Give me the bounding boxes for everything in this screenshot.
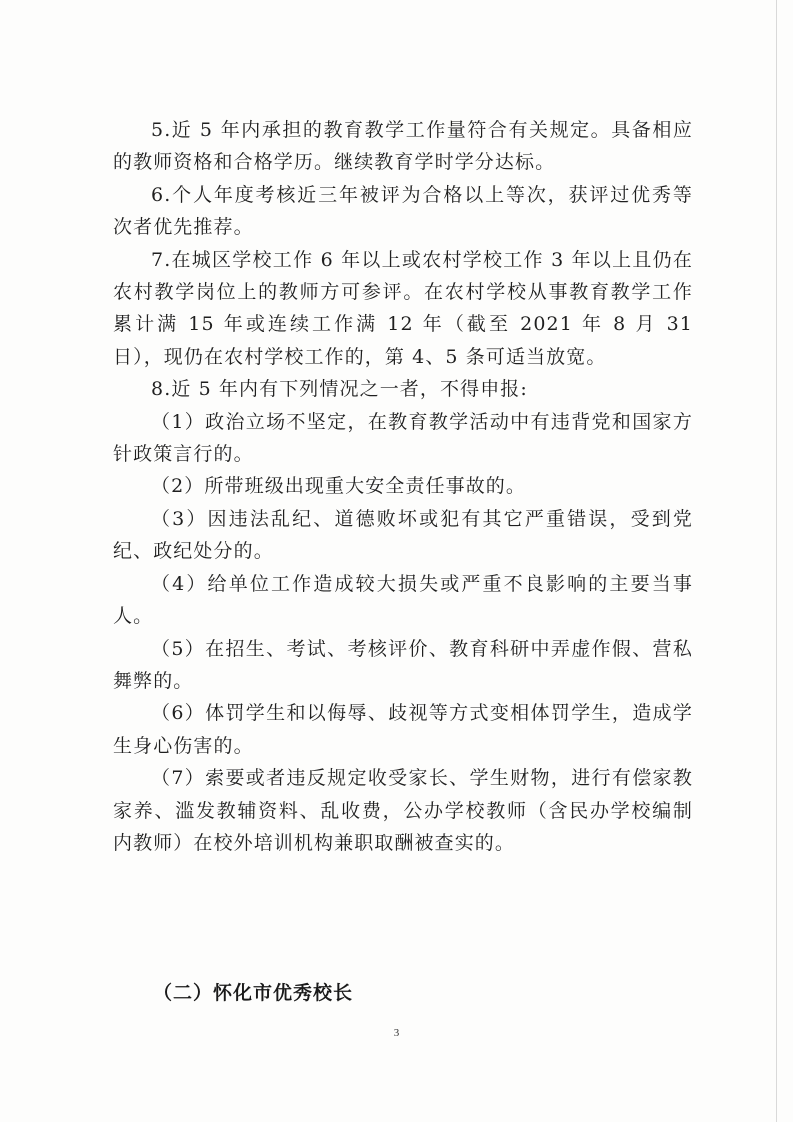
- sub-item-1: （1）政治立场不坚定，在教育教学活动中有违背党和国家方针政策言行的。: [113, 410, 693, 466]
- scan-edge-line: [776, 0, 777, 1122]
- paragraph-item-5: 5.近 5 年内承担的教育教学工作量符合有关规定。具备相应的教师资格和合格学历。继续教育学时学分达标。: [113, 119, 693, 174]
- paragraph-item-8: 8.近 5 年内有下列情况之一者，不得申报:: [151, 378, 528, 401]
- sub-item-6: （6）体罚学生和以侮辱、歧视等方式变相体罚学生，造成学生身心伤害的。: [113, 702, 693, 757]
- paragraph-item-6: 6.个人年度考核近三年被评为合格以上等次，获评过优秀等次者优先推荐。: [113, 183, 693, 239]
- document-body: [113, 114, 693, 859]
- page-number: 3: [393, 1027, 400, 1039]
- section-heading: （二）怀化市优秀校长: [153, 982, 354, 1004]
- sub-item-3: （3）因违法乱纪、道德败坏或犯有其它严重错误，受到党纪、政纪处分的。: [113, 507, 693, 563]
- sub-item-4: （4）给单位工作造成较大损失或严重不良影响的主要当事人。: [113, 572, 693, 628]
- sub-item-7: （7）索要或者违反规定收受家长、学生财物，进行有偿家教家养、滥发教辅资料、乱收费，公办学校教师（含民办学校编制内教师）在校外培训机构兼职取酬被查实的。: [113, 767, 693, 854]
- paragraph-item-7: 7.在城区学校工作 6 年以上或农村学校工作 3 年以上且仍在农村教学岗位上的教师方可参评。在农村学校从事教育教学工作累计满 15 年或连续工作满 12 年（截至 2021 年 8 月 31 日），现仍在农村学校工作的，第 4、5 条可适当放宽。: [113, 248, 693, 368]
- sub-item-2: （2）所带班级出现重大安全责任事故的。: [151, 475, 526, 498]
- sub-item-5: （5）在招生、考试、考核评价、教育科研中弄虚作假、营私舞弊的。: [113, 637, 693, 692]
